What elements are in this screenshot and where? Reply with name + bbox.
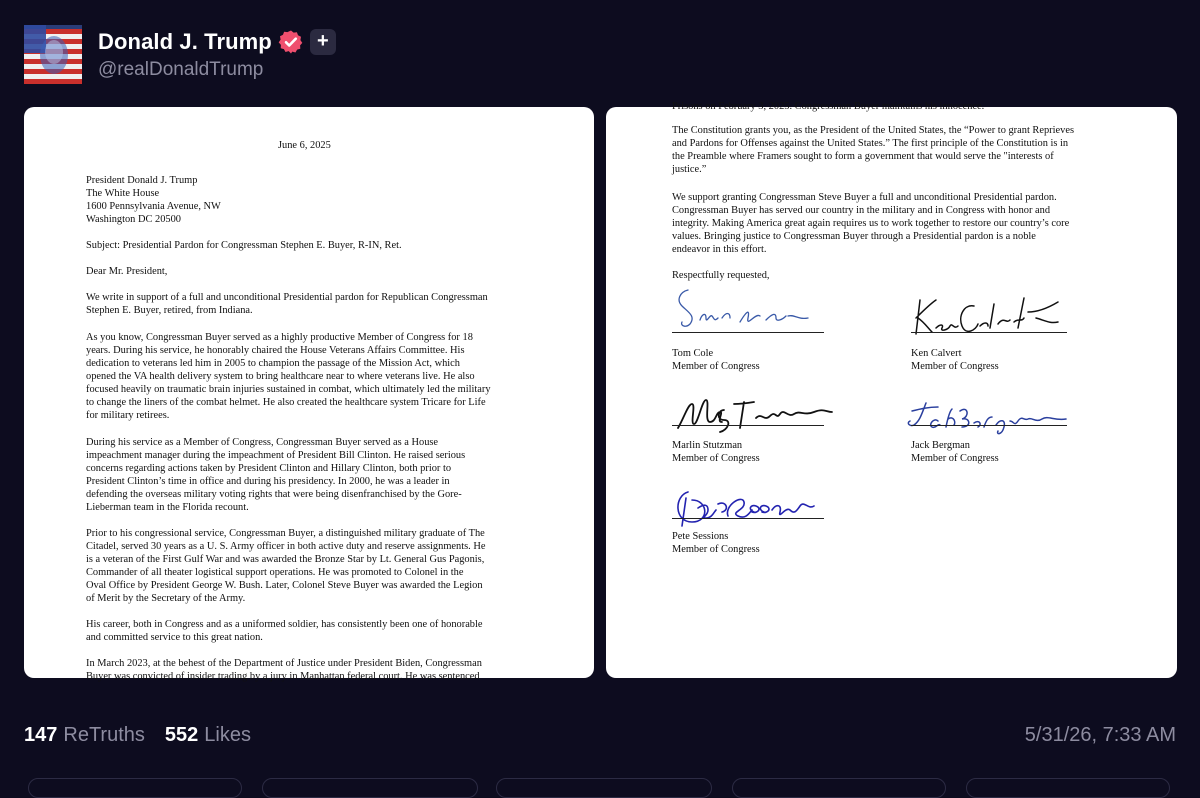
avatar-image xyxy=(24,25,82,83)
letter-line: Citadel, served 30 years as a U. S. Army officer in both active duty and reserve assignments. He xyxy=(86,541,486,552)
signatory-name: Tom Cole xyxy=(672,348,714,359)
letter-line: The Constitution grants you, as the President of the United States, the “Power to grant Reprieves xyxy=(672,125,1074,136)
signature-tom-cole xyxy=(670,282,830,334)
letter-line: Stephen E. Buyer, retired, from Indiana. xyxy=(86,305,253,316)
letter-line: integrity. Making America great again requires us to work together to restore our country’s core xyxy=(672,218,1070,229)
letter-line: years. During his service, he honorably chaired the House Veterans Affairs Committee. His xyxy=(86,345,465,356)
signature-line xyxy=(672,332,824,333)
address-line: President Donald J. Trump xyxy=(86,175,198,186)
signature-line xyxy=(911,332,1067,333)
signature-line xyxy=(672,518,824,519)
letter-line: Oval Office by President George W. Bush. Later, Colonel Steve Buyer was awarded the Legion xyxy=(86,580,483,591)
letter-line: concerns regarding actions taken by President Clinton and Hillary Clinton, both prior to xyxy=(86,463,452,474)
letter-line: is a veteran of the First Gulf War and was awarded the Bronze Star by Lt. General Gus Pagonis, xyxy=(86,554,485,565)
signatory-name: Jack Bergman xyxy=(911,440,970,451)
letter-line: Commander of all theater logistical support operations. He was promoted to Colonel in the xyxy=(86,567,464,578)
signatory-name: Marlin Stutzman xyxy=(672,440,743,451)
signatory-name: Pete Sessions xyxy=(672,531,729,542)
letter-line: opened the VA health delivery system to bring healthcare near to where veterans live. He also xyxy=(86,371,475,382)
letter-subject: Subject: Presidential Pardon for Congressman Stephen E. Buyer, R-IN, Ret. xyxy=(86,240,402,251)
letter-closing: Respectfully requested, xyxy=(672,270,770,281)
likes-count[interactable]: 552 xyxy=(164,724,199,746)
letter-line: Congressman Buyer has served our country in the military and in Congress with honor and xyxy=(672,205,1051,216)
post-header xyxy=(24,24,336,84)
address-line: 1600 Pennsylvania Avenue, NW xyxy=(86,201,221,212)
display-name[interactable]: Donald J. Trump xyxy=(98,29,272,54)
signatory-title: Member of Congress xyxy=(672,544,760,555)
letter-line: We write in support of a full and unconditional Presidential pardon for Republican Congressman xyxy=(86,292,488,303)
reply-action[interactable] xyxy=(28,778,242,798)
retruths-count[interactable]: 147 xyxy=(24,724,58,746)
letter-line: endeavor in this effort. xyxy=(672,244,767,255)
letter-line: As you know, Congressman Buyer served as a highly productive Member of Congress for 18 xyxy=(86,332,473,343)
more-action[interactable] xyxy=(966,778,1170,798)
letter-line: to change the liners of the combat helmet. He also created the healthcare system Tricare for Life xyxy=(86,397,486,408)
share-action[interactable] xyxy=(732,778,946,798)
handle[interactable]: @realDonaldTrump xyxy=(98,59,264,80)
letter-line: of Merit by the Secretary of the Army. xyxy=(86,593,246,604)
retruths-label[interactable]: ReTruths xyxy=(63,724,145,746)
like-action[interactable] xyxy=(496,778,712,798)
signatory-title: Member of Congress xyxy=(672,453,760,464)
letter-line: impeachment manager during the impeachment of President Bill Clinton. He raised serious xyxy=(86,450,466,461)
plus-icon: + xyxy=(317,30,329,52)
letter-line: justice.” xyxy=(672,164,707,175)
letter-line: the Preamble where Framers sought to form a government that would serve the "interests of xyxy=(672,151,1054,162)
post-timestamp[interactable]: 5/31/26, 7:33 AM xyxy=(1024,724,1176,746)
signatory-title: Member of Congress xyxy=(911,361,999,372)
verified-badge-icon xyxy=(278,29,304,55)
letter-line: Prior to his congressional service, Congressman Buyer, a distinguished military graduate of The xyxy=(86,528,485,539)
signatory-title: Member of Congress xyxy=(672,361,760,372)
letter-line: and Pardons for Offenses against the United States.” The first principle of the Constitution is in xyxy=(672,138,1069,149)
letter-line: During his service as a Member of Congress, Congressman Buyer served as a House xyxy=(86,437,439,448)
letter-line: and committed service to this great nation. xyxy=(86,632,263,643)
signature-marlin-stutzman xyxy=(668,390,848,434)
letter-line: Lieberman team in the Florida recount. xyxy=(86,502,249,513)
address-line: The White House xyxy=(86,188,160,199)
address-line: Washington DC 20500 xyxy=(86,214,181,225)
letter-line: Buyer was convicted of insider trading by a jury in Manhattan federal court. He was sentenced xyxy=(86,671,480,682)
signature-pete-sessions xyxy=(668,484,838,532)
letter-line: for military retirees. xyxy=(86,410,170,421)
avatar[interactable] xyxy=(24,25,82,83)
letter-line: values. Bringing justice to Congressman Buyer through a Presidential pardon is a noble xyxy=(672,231,1036,242)
letter-image-page-1[interactable] xyxy=(24,107,594,682)
signature-line xyxy=(911,425,1067,426)
letter-line: focused heavily on traumatic brain injuries sustained in combat, which ultimately led the military xyxy=(86,384,491,395)
post-stats xyxy=(24,724,251,747)
letter-line: President Clinton’s time in office and during his presidency. In 2000, he was a leader in xyxy=(86,476,450,487)
likes-label[interactable]: Likes xyxy=(204,724,251,746)
letter-line: dedication to veterans led him in 2005 to champion the passage of the Mission Act, which xyxy=(86,358,460,369)
signatory-title: Member of Congress xyxy=(911,453,999,464)
letter-line: We support granting Congressman Steve Buyer a full and unconditional Presidential pardon. xyxy=(672,192,1057,203)
letter-line: His career, both in Congress and as a uniformed soldier, has consistently been one of honorable xyxy=(86,619,483,630)
letter-line-cutoff: Prisons on February 3, 2025. Congressman Buyer maintains his innocence. xyxy=(672,101,985,112)
signature-jack-bergman xyxy=(902,397,1082,437)
retruth-action[interactable] xyxy=(262,778,478,798)
signature-line xyxy=(672,425,824,426)
signatory-name: Ken Calvert xyxy=(911,348,962,359)
letter-date: June 6, 2025 xyxy=(278,140,331,151)
letter-line: defending the overseas military voting rights that were being disenfranchised by the Gore- xyxy=(86,489,462,500)
letter-line: In March 2023, at the behest of the Department of Justice under President Biden, Congressman xyxy=(86,658,482,669)
letter-image-page-2[interactable] xyxy=(606,101,1177,678)
letter-salutation: Dear Mr. President, xyxy=(86,266,168,277)
follow-button[interactable] xyxy=(310,29,336,55)
